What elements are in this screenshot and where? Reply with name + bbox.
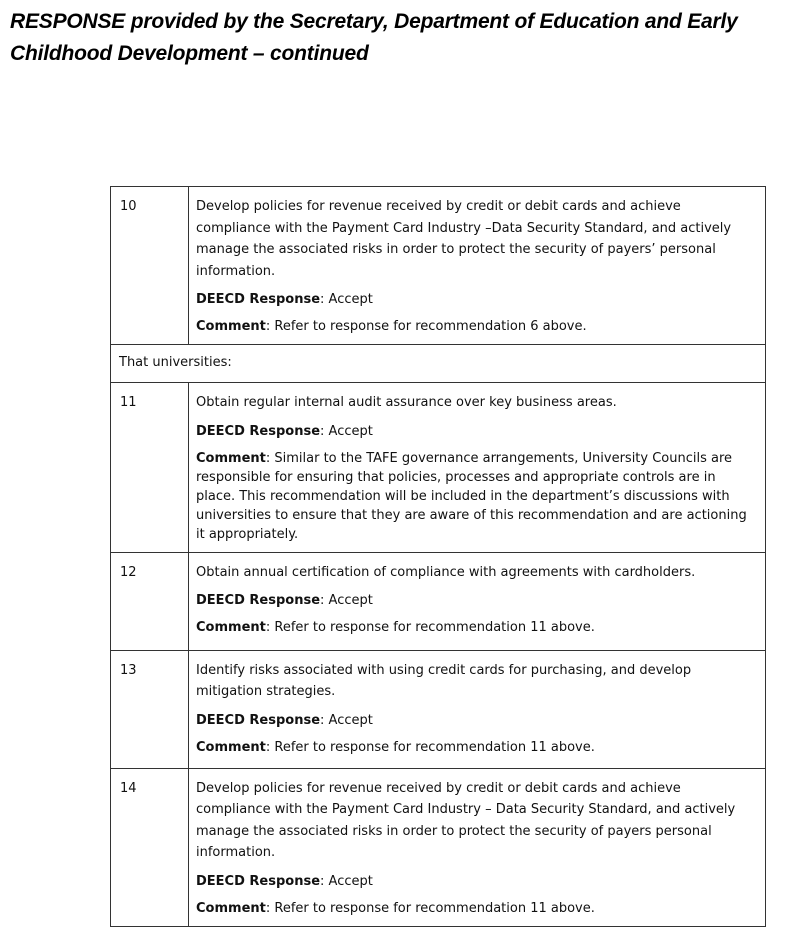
response-label: DEECD Response [196, 873, 321, 889]
recommendation-text: Develop policies for revenue received by credit or debit cards and achieve compliance with the Payment Card Industry – Data Security Standard, and actively manage the associated risks in order to protect the security of payers personal information. [196, 780, 736, 860]
recommendation-body [189, 552, 766, 650]
recommendation-number: 13 [111, 650, 189, 768]
response-label: DEECD Response [196, 593, 321, 608]
comment-label: Comment [196, 620, 266, 635]
recommendation-text: Obtain regular internal audit assurance over key business areas. [196, 395, 617, 410]
response-label: DEECD Response [196, 292, 321, 307]
response-value: : Accept [320, 423, 373, 439]
comment-line [196, 899, 757, 918]
table-row [111, 383, 766, 553]
comment-label: Comment [196, 900, 266, 916]
comment-line [196, 449, 757, 544]
recommendation-number: 14 [111, 768, 189, 926]
recommendation-number: 11 [111, 383, 189, 553]
recommendation-text: Identify risks associated with using credit cards for purchasing, and develop mitigation strategies. [196, 662, 692, 699]
comment-value: : Refer to response for recommendation 6 above. [265, 319, 587, 334]
recommendation-body [189, 187, 766, 345]
recommendation-body [189, 383, 766, 553]
section-heading-universities: That universities: [111, 345, 766, 383]
comment-line [196, 618, 757, 637]
table-row [111, 768, 766, 926]
recommendations-table [110, 186, 766, 927]
comment-value: : Refer to response for recommendation 11 above. [265, 620, 595, 635]
response-value: : Accept [320, 712, 373, 728]
recommendation-number: 10 [111, 187, 189, 345]
table-row [111, 552, 766, 650]
comment-value: : Refer to response for recommendation 11 above. [265, 900, 595, 916]
comment-value: : Refer to response for recommendation 11 above. [265, 739, 595, 755]
recommendation-number: 12 [111, 552, 189, 650]
comment-label: Comment [196, 739, 266, 755]
section-row [111, 345, 766, 383]
response-line [196, 872, 757, 891]
comment-label: Comment [196, 319, 266, 334]
comment-value: : Similar to the TAFE governance arrangements, University Councils are responsible for ensuring that policies, processes and appropriate controls are in place. This recommendation will be included in the department’s discussions with universities to ensure that they are aware of this recommendation and are actioning it appropriately. [196, 450, 747, 542]
recommendation-text: Develop policies for revenue received by credit or debit cards and achieve compliance with the Payment Card Industry –Data Security Standard, and actively manage the associated risks in order to protect the security of payers’ personal information. [196, 199, 732, 279]
recommendation-text: Obtain annual certification of compliance with agreements with cardholders. [196, 564, 696, 580]
comment-line [196, 738, 757, 757]
response-value: : Accept [320, 873, 373, 889]
recommendation-body [189, 768, 766, 926]
response-line [196, 591, 757, 610]
response-value: : Accept [320, 292, 373, 307]
response-line [196, 711, 757, 730]
comment-label: Comment [196, 450, 266, 466]
table-row [111, 650, 766, 768]
response-value: : Accept [320, 593, 373, 608]
response-line [196, 290, 757, 309]
comment-line [196, 317, 757, 336]
recommendation-body [189, 650, 766, 768]
response-label: DEECD Response [196, 423, 321, 439]
table-row [111, 187, 766, 345]
response-label: DEECD Response [196, 712, 321, 728]
response-line [196, 422, 757, 441]
page-heading: RESPONSE provided by the Secretary, Department of Education and Early Childhood Development – continued [10, 10, 738, 65]
